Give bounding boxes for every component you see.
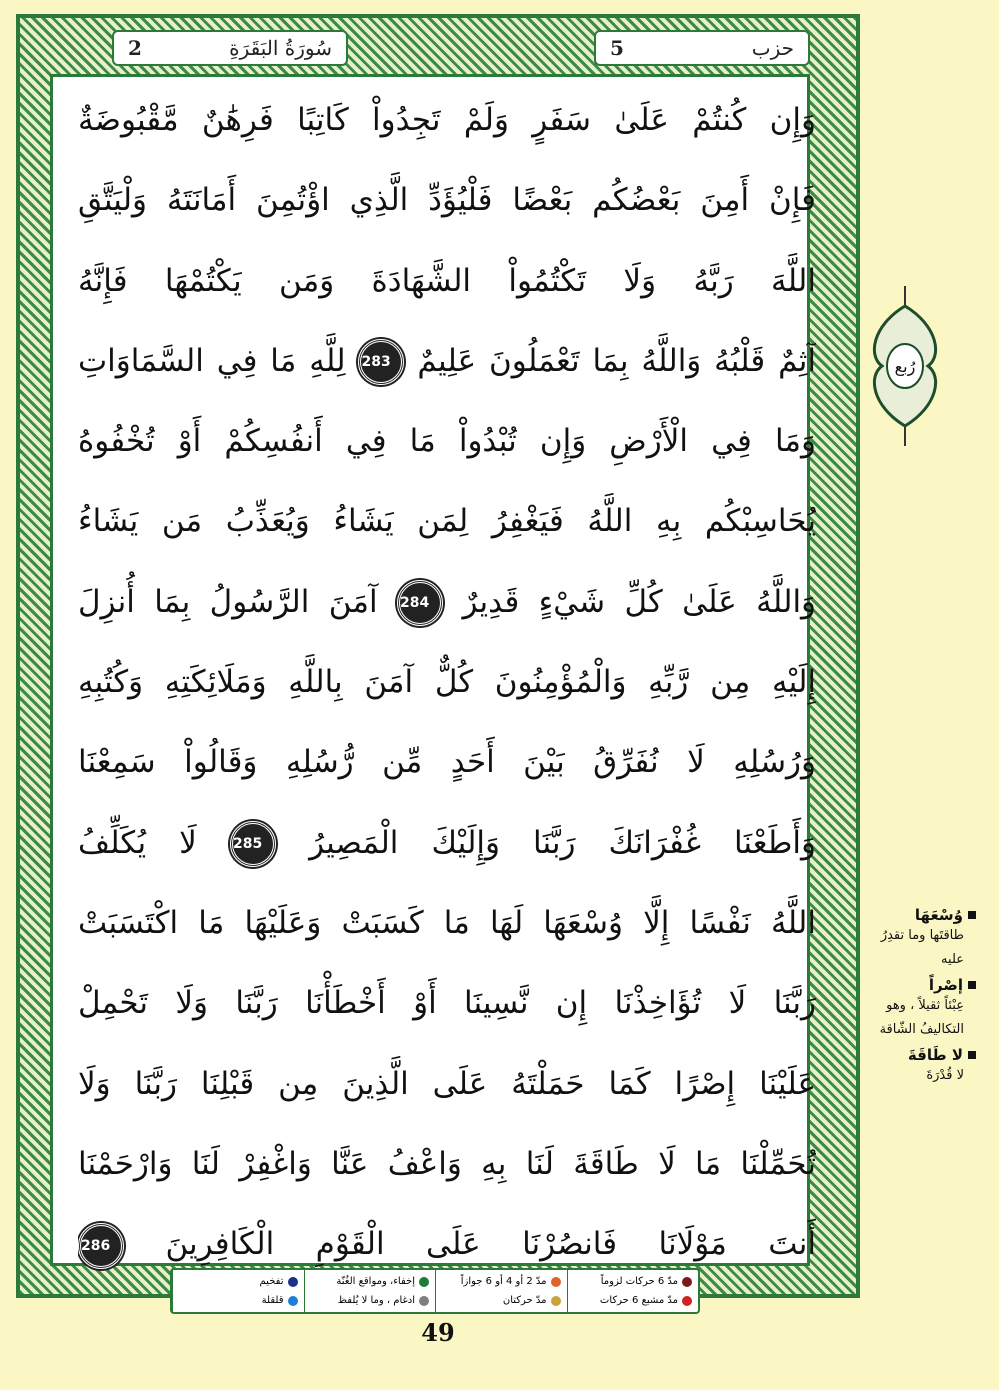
verse-text: لِلَّهِ مَا فِي السَّمَاوَاتِ — [78, 342, 346, 379]
glossary-definition: عِبْئاً ثقيلاً ، وهو التكاليفُ الشّاقة — [879, 998, 964, 1037]
ayah-number-marker: 283 — [358, 339, 404, 385]
verse-text: لَا يُكَلِّفُ — [78, 824, 197, 861]
verse-text: وَرُسُلِهِ لَا نُفَرِّقُ بَيْنَ أَحَدٍ مِّن رُّسُلِهِ وَقَالُواْ سَمِعْنَا — [78, 744, 816, 781]
legend-label: ادغام ، وما لا يُلفظ — [337, 1295, 415, 1306]
glossary-term — [866, 976, 976, 994]
glossary-term-text: وُسْعَهَا — [914, 906, 963, 924]
tajweed-legend — [170, 1268, 700, 1314]
surah-name: سُورَةُ البَقَرَةِ — [229, 36, 332, 60]
verse-line — [78, 562, 816, 642]
verse-text: يُحَاسِبْكُم بِهِ اللَّهُ فَيَغْفِرُ لِمَن يَشَاءُ وَيُعَذِّبُ مَن يَشَاءُ — [78, 503, 816, 540]
legend-label: إخفاء، ومواقع الغُنّة — [336, 1276, 415, 1287]
verse-text: آثِمٌ قَلْبُهُ وَاللَّهُ بِمَا تَعْمَلُونَ عَلِيمٌ — [417, 342, 816, 379]
verse-text: فَإِنْ أَمِنَ بَعْضُكُم بَعْضًا فَلْيُؤَدِّ الَّذِي اؤْتُمِنَ أَمَانَتَهُ وَلْيَتَّقِ — [78, 182, 816, 219]
color-dot-icon — [288, 1296, 298, 1306]
legend-label: تفخيم — [259, 1276, 284, 1287]
legend-column — [172, 1270, 304, 1312]
legend-label: مدّ 6 حركات لزوماً — [600, 1276, 678, 1287]
verse-line — [78, 80, 816, 160]
glossary-definition: لا قُدْرَةَ — [926, 1068, 964, 1083]
verse-text: تُحَمِّلْنَا مَا لَا طَاقَةَ لَنَا بِهِ وَاعْفُ عَنَّا وَاغْفِرْ لَنَا وَارْحَمْنَا — [78, 1145, 816, 1182]
color-dot-icon — [682, 1296, 692, 1306]
verse-line — [78, 481, 816, 561]
verse-text: عَلَيْنَا إِصْرًا كَمَا حَمَلْتَهُ عَلَى الَّذِينَ مِن قَبْلِنَا رَبَّنَا وَلَا — [78, 1065, 816, 1102]
color-dot-icon — [551, 1296, 561, 1306]
page-number: 49 — [421, 1318, 455, 1347]
legend-label: مدّ حركتان — [502, 1295, 547, 1306]
legend-column — [304, 1270, 436, 1312]
legend-column — [435, 1270, 567, 1312]
verse-text: وَمَا فِي الْأَرْضِ وَإِن تُبْدُواْ مَا فِي أَنفُسِكُمْ أَوْ تُخْفُوهُ — [78, 423, 816, 460]
color-dot-icon — [682, 1277, 692, 1287]
ayah-number-marker: 286 — [78, 1223, 124, 1269]
verse-line — [78, 642, 816, 722]
verse-text: إِلَيْهِ مِن رَّبِّهِ وَالْمُؤْمِنُونَ كُلٌّ آمَنَ بِاللَّهِ وَمَلَائِكَتِهِ وَكُتُبِهِ — [78, 664, 816, 701]
glossary-term-text: لا طَاقَةَ — [907, 1046, 963, 1064]
legend-item — [179, 1295, 298, 1306]
hizb-header — [594, 30, 810, 66]
rub-marker — [868, 286, 942, 446]
surah-number: 2 — [128, 36, 142, 60]
color-dot-icon — [288, 1277, 298, 1287]
verse-line — [78, 1044, 816, 1124]
surah-header — [112, 30, 348, 66]
verse-text: وَأَطَعْنَا غُفْرَانَكَ رَبَّنَا وَإِلَيْكَ الْمَصِيرُ — [309, 824, 816, 861]
verse-line — [78, 963, 816, 1043]
glossary-definition: طاقتَها وما تقدِرُ عليه — [880, 928, 964, 967]
hizb-number: 5 — [610, 36, 624, 60]
legend-column — [567, 1270, 699, 1312]
verse-text: اللَّهَ رَبَّهُ وَلَا تَكْتُمُواْ الشَّهَادَةَ وَمَن يَكْتُمْهَا فَإِنَّهُ — [78, 262, 816, 299]
verse-line — [78, 722, 816, 802]
legend-item — [442, 1276, 561, 1287]
legend-item — [442, 1295, 561, 1306]
bullet-icon — [968, 911, 976, 919]
verse-text: رَبَّنَا لَا تُؤَاخِذْنَا إِن نَّسِينَا أَوْ أَخْطَأْنَا رَبَّنَا وَلَا تَحْمِلْ — [78, 985, 816, 1022]
hizb-label: حزب — [751, 36, 794, 60]
verse-line — [78, 241, 816, 321]
quran-text — [78, 80, 816, 1284]
glossary-term-text: إصْراً — [928, 976, 963, 994]
legend-label: مدّ مشبع 6 حركات — [599, 1295, 678, 1306]
verse-text: آمَنَ الرَّسُولُ بِمَا أُنزِلَ — [78, 583, 378, 620]
legend-label: قلقلة — [261, 1295, 284, 1306]
verse-line — [78, 803, 816, 883]
verse-line — [78, 401, 816, 481]
legend-item — [574, 1295, 693, 1306]
glossary — [866, 902, 976, 1088]
rub-label: رُبع — [894, 357, 916, 376]
ayah-number-marker: 285 — [230, 821, 276, 867]
legend-item — [179, 1276, 298, 1287]
verse-line — [78, 883, 816, 963]
legend-item — [311, 1276, 430, 1287]
color-dot-icon — [551, 1277, 561, 1287]
verse-line — [78, 160, 816, 240]
color-dot-icon — [419, 1296, 429, 1306]
glossary-term — [866, 1046, 976, 1064]
bullet-icon — [968, 1051, 976, 1059]
color-dot-icon — [419, 1277, 429, 1287]
bullet-icon — [968, 981, 976, 989]
ayah-number-marker: 284 — [397, 580, 443, 626]
verse-line — [78, 321, 816, 401]
verse-text: وَإِن كُنتُمْ عَلَىٰ سَفَرٍ وَلَمْ تَجِدُواْ كَاتِبًا فَرِهَٰنٌ مَّقْبُوضَةٌ — [78, 102, 816, 138]
legend-item — [574, 1276, 693, 1287]
legend-label: مدّ 2 أو 4 أو 6 جوازاً — [460, 1276, 547, 1287]
glossary-term — [866, 906, 976, 924]
verse-line — [78, 1124, 816, 1204]
verse-text: وَاللَّهُ عَلَىٰ كُلِّ شَيْءٍ قَدِيرٌ — [462, 583, 816, 620]
verse-text: أَنتَ مَوْلَانَا فَانصُرْنَا عَلَى الْقَوْمِ الْكَافِرِينَ — [165, 1226, 816, 1263]
legend-item — [311, 1295, 430, 1306]
verse-text: اللَّهُ نَفْسًا إِلَّا وُسْعَهَا لَهَا مَا كَسَبَتْ وَعَلَيْهَا مَا اكْتَسَبَتْ — [78, 904, 816, 941]
